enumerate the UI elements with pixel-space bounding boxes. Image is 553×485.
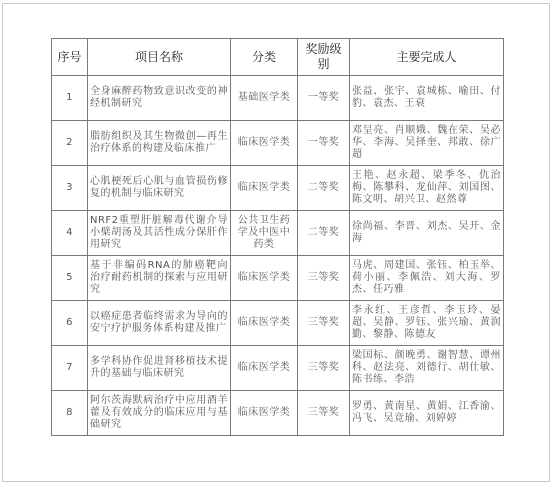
header-award-level: 奖励级别: [298, 39, 350, 76]
row-contributors: 李永红、王彦哲、李玉玲、晏超、吴静、罗钰、张兴瑜、黄润勤、黎静、陈德友: [350, 301, 504, 346]
row-contributors: 罗勇、黄南星、黄娟、江香渝、冯飞、吴竞瑜、刘婷婷: [350, 391, 504, 436]
awards-table: [51, 38, 504, 436]
row-index: 4: [52, 211, 88, 256]
table-row: [52, 346, 504, 391]
header-category: 分类: [231, 39, 298, 76]
row-contributors: 梁国标、颜晚勇、谢智慧、谭州科、赵法亮、刘德行、胡仕敏、陈书练、李浩: [350, 346, 504, 391]
table-row: [52, 76, 504, 121]
table-row: [52, 256, 504, 301]
row-index: 2: [52, 121, 88, 166]
row-category: 临床医学类: [231, 121, 298, 166]
row-project-name: 阿尔茨海默病治疗中应用酒羊藿及有效成分的临床应用与基础研究: [88, 391, 231, 436]
table-row: [52, 211, 504, 256]
table-header-row: [52, 39, 504, 76]
row-award-level: 三等奖: [298, 256, 350, 301]
row-project-name: 基于非编码RNA的肺癌靶向治疗耐药机制的探索与应用研究: [88, 256, 231, 301]
table-row: [52, 166, 504, 211]
row-category: 临床医学类: [231, 301, 298, 346]
row-award-level: 一等奖: [298, 76, 350, 121]
table-row: [52, 301, 504, 346]
row-project-name: 心肌梗死后心肌与血管损伤修复的机制与临床研究: [88, 166, 231, 211]
row-award-level: 一等奖: [298, 121, 350, 166]
row-category: 临床医学类: [231, 166, 298, 211]
row-category: 临床医学类: [231, 391, 298, 436]
row-award-level: 三等奖: [298, 346, 350, 391]
table-row: [52, 121, 504, 166]
row-award-level: 三等奖: [298, 301, 350, 346]
row-index: 6: [52, 301, 88, 346]
row-category: 临床医学类: [231, 346, 298, 391]
row-index: 5: [52, 256, 88, 301]
row-project-name: NRF2重塑肝脏解毒代谢介导小檗胡汤及其活性成分保肝作用研究: [88, 211, 231, 256]
row-award-level: 三等奖: [298, 391, 350, 436]
table-row: [52, 391, 504, 436]
row-project-name: 脂肪组织及其生物微创—再生治疗体系的构建及临床推广: [88, 121, 231, 166]
row-contributors: 马虎、周建国、张钰、柏玉举、荷小丽、李佩浩、刘大海、罗杰、任巧雅: [350, 256, 504, 301]
header-index: 序号: [52, 39, 88, 76]
row-award-level: 二等奖: [298, 166, 350, 211]
header-project-name: 项目名称: [88, 39, 231, 76]
row-contributors: 张益、张宇、袁城栋、喻田、付豹、袁杰、王衰: [350, 76, 504, 121]
row-category: 临床医学类: [231, 256, 298, 301]
header-main-contributors: 主要完成人: [350, 39, 504, 76]
row-project-name: 多学科协作促进肾移植技术提升的基础与临床研究: [88, 346, 231, 391]
row-contributors: 邓呈亮、肖顺娥、魏在荣、吴必华、李海、吴择奎、邦敢、徐广超: [350, 121, 504, 166]
row-category: 基础医学类: [231, 76, 298, 121]
row-contributors: 王艳、赵永超、梁季冬、仇治梅、陈攀科、龙仙萍、刘国图、陈文明、胡兴卫、赵然尊: [350, 166, 504, 211]
row-index: 8: [52, 391, 88, 436]
row-contributors: 徐尚福、李晋、刘杰、吴开、金海: [350, 211, 504, 256]
row-project-name: 以癌症患者临终需求为导向的安宁疗护服务体系构建及推广: [88, 301, 231, 346]
row-award-level: 二等奖: [298, 211, 350, 256]
row-index: 7: [52, 346, 88, 391]
row-project-name: 全身麻醉药物致意识改变的神经机制研究: [88, 76, 231, 121]
row-category: 公共卫生药学及中医中药类: [231, 211, 298, 256]
row-index: 1: [52, 76, 88, 121]
row-index: 3: [52, 166, 88, 211]
